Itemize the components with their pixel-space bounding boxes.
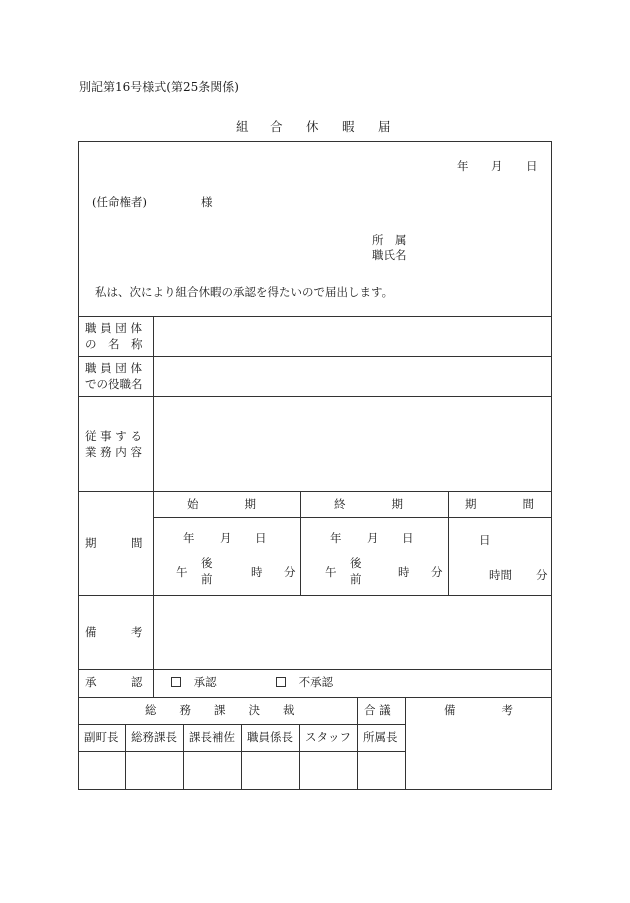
approve-option[interactable]: [171, 677, 217, 689]
honorific-label: 様: [201, 195, 213, 209]
disapprove-label: 不承認: [298, 675, 334, 689]
org-name-label-2: の 名 称: [85, 337, 143, 351]
duties-label-2: 業 務 内 容: [85, 445, 142, 459]
consult-header: 合 議: [364, 703, 391, 717]
date-day-label: 日: [526, 159, 538, 173]
appointing-authority-label: (任命権者): [92, 195, 147, 209]
disapprove-option[interactable]: [276, 677, 333, 689]
position-label-2: での役職名: [85, 377, 143, 391]
role-deputy-chief: 課長補佐: [189, 730, 235, 744]
statement-text: 私は、次により組合休暇の承認を得たいので届出します。: [95, 285, 394, 299]
position-label: 職 員 団 体: [85, 361, 142, 375]
end-month-label: 月: [367, 531, 379, 545]
remarks-label: 備 考: [85, 625, 143, 639]
end-year-label: 年: [330, 531, 342, 545]
start-hour-label: 時: [251, 565, 263, 579]
approve-label: 承認: [193, 675, 217, 689]
title-char: 組: [236, 119, 249, 134]
start-year-label: 年: [183, 531, 195, 545]
date-year-label: 年: [457, 159, 469, 173]
role-staff: スタッフ: [305, 730, 351, 744]
end-am-label: 前: [350, 572, 362, 586]
name-title-label: 職氏名: [372, 248, 407, 262]
duties-label: 従 事 す る: [85, 429, 142, 443]
title-char: 暇: [342, 119, 355, 134]
end-hour-label: 時: [398, 565, 410, 579]
title-char: 届: [378, 119, 391, 134]
end-pm-label: 後: [350, 556, 362, 570]
leave-application-form: [78, 141, 552, 790]
title-char: 合: [270, 119, 283, 134]
start-am-label: 前: [201, 572, 213, 586]
duration-hours-label: 時間: [489, 568, 512, 582]
org-name-label: 職 員 団 体: [85, 321, 142, 335]
role-staff-section-head: 職員係長: [247, 730, 293, 744]
start-pm-label: 後: [201, 556, 213, 570]
date-month-label: 月: [491, 159, 503, 173]
role-department-head: 所属長: [363, 730, 398, 744]
end-day-label: 日: [402, 531, 414, 545]
start-noon-label: 午: [176, 565, 188, 579]
start-day-label: 日: [255, 531, 267, 545]
role-vice-mayor: 副町長: [84, 730, 119, 744]
start-month-label: 月: [220, 531, 232, 545]
end-period-header: 終 期: [334, 497, 403, 511]
end-minute-label: 分: [431, 565, 443, 579]
disapprove-checkbox[interactable]: [276, 677, 286, 687]
role-general-affairs-chief: 総務課長: [131, 730, 177, 744]
form-number: 別記第16号様式(第25条関係): [79, 80, 239, 94]
period-label: 期 間: [85, 536, 143, 550]
approve-checkbox[interactable]: [171, 677, 181, 687]
start-minute-label: 分: [284, 565, 296, 579]
duration-minute-label: 分: [536, 568, 548, 582]
end-noon-label: 午: [325, 565, 337, 579]
duration-days-label: 日: [479, 533, 491, 547]
title-char: 休: [306, 119, 319, 134]
footer-remarks-header: 備 考: [444, 703, 513, 717]
decision-header: 総 務 課 決 裁: [145, 703, 295, 717]
duration-header: 期 間: [465, 497, 534, 511]
approval-label: 承 認: [85, 675, 143, 689]
affiliation-label: 所 属: [372, 233, 407, 247]
start-period-header: 始 期: [187, 497, 256, 511]
